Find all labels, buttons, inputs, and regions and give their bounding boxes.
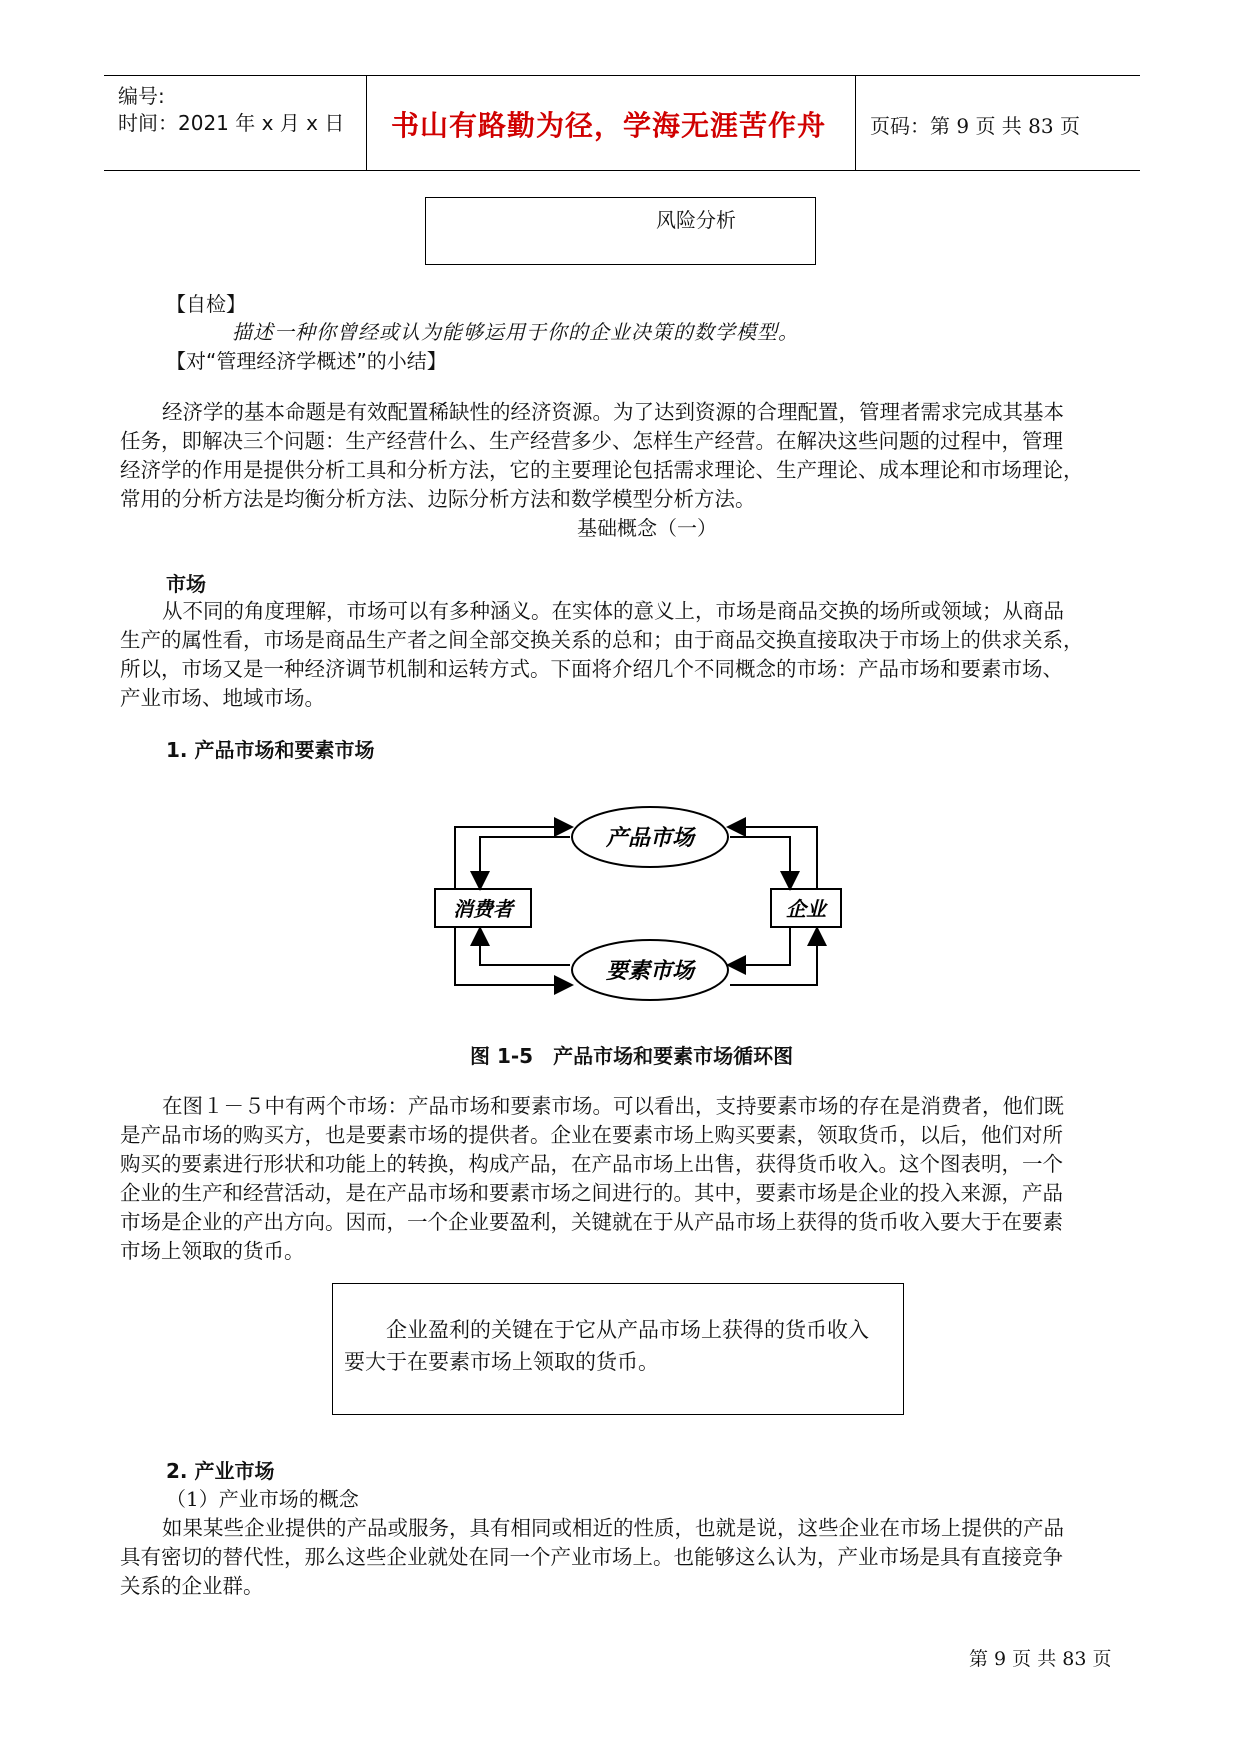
section1-heading: 1. 产品市场和要素市场: [166, 738, 375, 762]
key-point-line: 企业盈利的关键在于它从产品市场上获得的货币收入: [386, 1318, 869, 1342]
market-line: 产业市场、地域市场。: [120, 686, 325, 710]
arrow-product-to-enterprise: [730, 837, 790, 887]
page-header: [104, 75, 1140, 171]
market-cycle-diagram: [425, 795, 855, 1015]
market-heading: 市场: [166, 572, 206, 596]
figure-text-line: 购买的要素进行形状和功能上的转换，构成产品，在产品市场上出售，获得货币收入。这个图表明，一个: [120, 1152, 1063, 1176]
factor-market-label: 要素市场: [605, 958, 695, 984]
product-market-label: 产品市场: [605, 825, 695, 851]
summary-line: 经济学的基本命题是有效配置稀缺性的经济资源。为了达到资源的合理配置，管理者需求完成其基本: [162, 400, 1064, 424]
summary-line: 经济学的作用是提供分析工具和分析方法，它的主要理论包括需求理论、生产理论、成本理论和市场理论，: [120, 458, 1084, 482]
header-motto-cell: [367, 76, 856, 170]
enterprise-label: 企业: [786, 897, 826, 921]
arrow-product-to-consumer: [480, 837, 570, 887]
arrow-factor-to-enterprise: [730, 930, 817, 985]
key-point-text: [344, 1314, 904, 1378]
arrow-consumer-to-factor: [455, 927, 570, 985]
market-paragraph: [120, 597, 1140, 713]
header-motto: 书山有路勤为径，学海无涯苦作舟: [391, 109, 827, 142]
self-check-prompt: 描述一种你曾经或认为能够运用于你的企业决策的数学模型。: [232, 320, 799, 344]
market-line: 从不同的角度理解，市场可以有多种涵义。在实体的意义上，市场是商品交换的场所或领域；从商品: [162, 599, 1064, 623]
key-point-box: [332, 1283, 904, 1415]
figure-text-line: 企业的生产和经营活动，是在产品市场和要素市场之间进行的。其中，要素市场是企业的投入来源，产品: [120, 1181, 1063, 1205]
section2-line: 具有密切的替代性，那么这些企业就处在同一个产业市场上。也能够这么认为，产业市场是具有直接竞争: [120, 1545, 1063, 1569]
figure-text-line: 市场是企业的产出方向。因而，一个企业要盈利，关键就在于从产品市场上获得的货币收入要大于在要素: [120, 1210, 1063, 1234]
summary-line: 常用的分析方法是均衡分析方法、边际分析方法和数学模型分析方法。: [120, 487, 756, 511]
figure-text-line: 在图１－５中有两个市场：产品市场和要素市场。可以看出，支持要素市场的存在是消费者，他们既: [162, 1094, 1064, 1118]
section2-line: 如果某些企业提供的产品或服务，具有相同或相近的性质，也就是说，这些企业在市场上提供的产品: [162, 1516, 1064, 1540]
summary-heading: 【对“管理经济学概述”的小结】: [166, 349, 447, 373]
header-left-cell: [104, 76, 367, 170]
figure-explanation-paragraph: [120, 1092, 1140, 1266]
arrow-enterprise-to-factor: [730, 927, 790, 965]
market-line: 生产的属性看，市场是商品生产者之间全部交换关系的总和；由于商品交换直接取决于市场上的供求关系，: [120, 628, 1084, 652]
section2-heading: 2. 产业市场: [166, 1459, 275, 1483]
consumer-label: 消费者: [453, 897, 513, 921]
figure-text-line: 市场上领取的货币。: [120, 1239, 305, 1263]
key-point-line: 要大于在要素市场上领取的货币。: [344, 1350, 659, 1374]
section2-line: 关系的企业群。: [120, 1574, 264, 1598]
header-right-cell: [856, 76, 1140, 170]
topic-box: [425, 197, 816, 265]
document-number-label: 编号:: [118, 84, 165, 108]
topic-title: 风险分析: [656, 208, 736, 232]
figure-caption: 图 1-5 产品市场和要素市场循环图: [470, 1044, 794, 1068]
footer-page-number: 第 9 页 共 83 页: [969, 1648, 1112, 1670]
section2-paragraph: [120, 1514, 1140, 1601]
header-page-code: 页码：第 9 页 共 83 页: [870, 114, 1080, 138]
section2-subheading: （1）产业市场的概念: [166, 1487, 359, 1511]
self-check-heading: 【自检】: [166, 292, 246, 316]
summary-line: 任务，即解决三个问题：生产经营什么、生产经营多少、怎样生产经营。在解决这些问题的过程中，管理: [120, 429, 1063, 453]
arrow-factor-to-consumer: [480, 930, 570, 965]
basics-title: 基础概念（一）: [577, 516, 717, 540]
figure-text-line: 是产品市场的购买方，也是要素市场的提供者。企业在要素市场上购买要素，领取货币，以后，他们对所: [120, 1123, 1063, 1147]
summary-paragraph: [120, 398, 1140, 514]
market-line: 所以，市场又是一种经济调节机制和运转方式。下面将介绍几个不同概念的市场：产品市场和要素市场、: [120, 657, 1063, 681]
document-time-label: 时间：2021 年 x 月 x 日: [118, 111, 345, 135]
